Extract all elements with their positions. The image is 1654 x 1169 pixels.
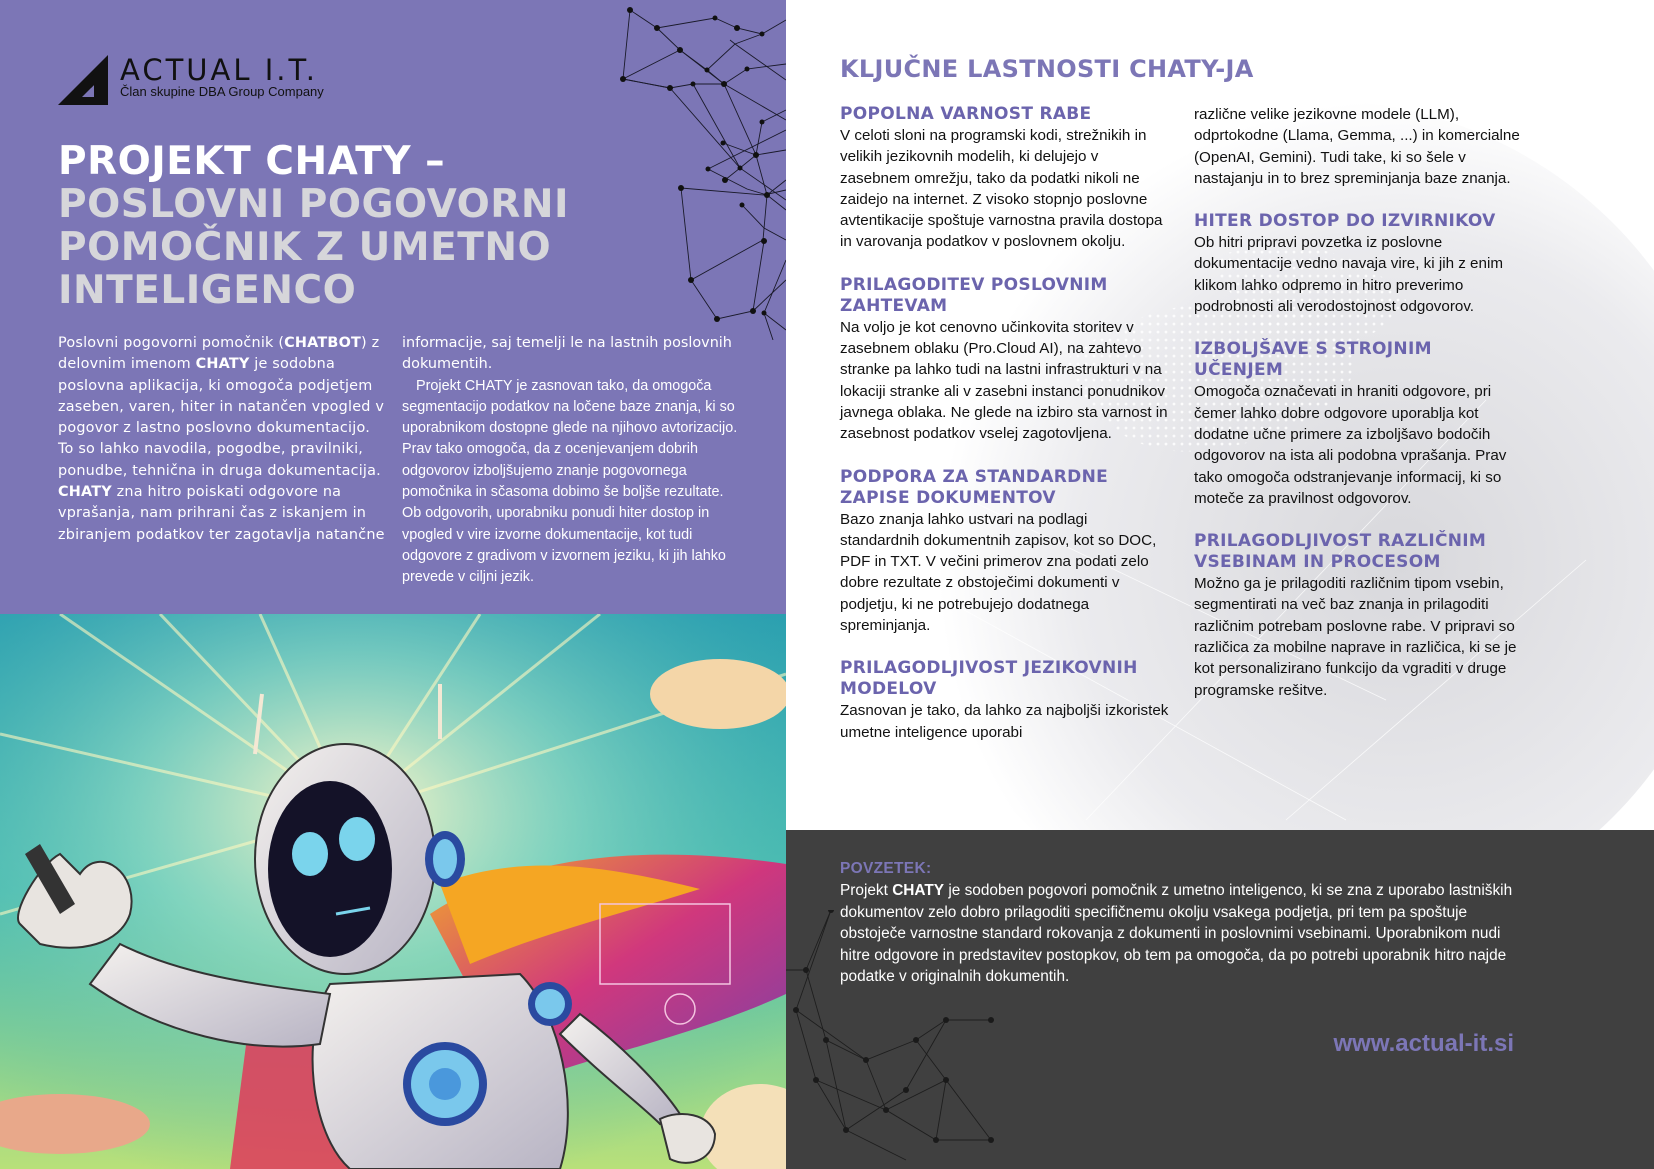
feature-heading: PODPORA ZA STANDARDNE ZAPISE DOKUMENTOV bbox=[840, 466, 1109, 508]
features-title: KLJUČNE LASTNOSTI CHATY-JA bbox=[840, 55, 1254, 83]
intro-paragraph-2 bbox=[58, 439, 388, 545]
left-page bbox=[0, 0, 786, 1169]
feature-text: V celoti sloni na programski kodi, strežnikih in velikih jezikovnih modelih, ki delujejo v zasebnem omrežju, tako da podatki nikoli ne zaidejo na internet. Z visoko stopnjo poslovne avtentikacije spoštuje varnostna pravila dostopa in varovanja podatkov v poslovnem okolju. bbox=[840, 127, 1163, 251]
feature-block bbox=[1194, 339, 1524, 509]
feature-block bbox=[1194, 211, 1524, 317]
feature-text: Na voljo je kot cenovno učinkovita storitev v zasebnem oblaku (Pro.Cloud AI), na zahtevo stranke pa lahko tudi na lastni infrastrukturi v na lokaciji stranke ali v zasebni instanci ponudnikov javnega oblaka. Ne glede na izbiro sta varnost in zasebnost podatkov vselej zagotovljena. bbox=[840, 318, 1168, 443]
feature-heading: PRILAGODITEV POSLOVNIM ZAHTEVAM bbox=[840, 274, 1108, 316]
feature-text: Zasnovan je tako, da lahko za najboljši izkoristek umetne inteligence uporabi bbox=[840, 702, 1169, 741]
text-span: Poslovni pogovorni pomočnik ( bbox=[58, 335, 285, 351]
robot-hero-image-icon bbox=[0, 614, 786, 1169]
feature-block bbox=[840, 275, 1170, 445]
feature-heading: PRILAGODLJIVOST RAZLIČNIM VSEBINAM IN PROCESOM bbox=[1194, 531, 1487, 573]
page-headline bbox=[58, 140, 618, 312]
text-span: porabnikom nudi hitre odgovore in predstavitev postopkov, ob tem pa omogoča, da po potrebi uporabnik hitro najde podatke v originalnih dokumentih. bbox=[840, 925, 1507, 986]
feature-heading: POPOLNA VARNOST RABE bbox=[840, 104, 1092, 124]
bold-span: CHATBOT bbox=[284, 335, 362, 351]
company-logo bbox=[58, 55, 324, 105]
website-link[interactable]: www.actual-it.si bbox=[1333, 1030, 1514, 1057]
features-column-2 bbox=[1194, 104, 1524, 723]
feature-text: Bazo znanja lahko ustvari na podlagi standardnih dokumentnih zapisov, kot so DOC, PDF in TXT. V večini primerov zna podati zelo dobre rezultate z obstoječimi dokumenti v podjetju, ki ne potrebujejo dodatnega spreminjanja. bbox=[840, 510, 1157, 635]
headline-line-1: PROJEKT CHATY – bbox=[58, 139, 446, 184]
actual-it-triangle-logo-icon bbox=[58, 55, 108, 105]
text-span: je sodobna poslovna aplikacija, ki omogoča podjetjem zaseben, varen, hiter in natančen vpogled v pogovor z lastno poslovno dokumentacijo. bbox=[58, 356, 385, 437]
summary-text bbox=[840, 880, 1520, 988]
feature-heading: PRILAGODLJIVOST JEZIKOVNIH MODELOV bbox=[840, 658, 1138, 700]
feature-heading: HITER DOSTOP DO IZVIRNIKOV bbox=[1194, 211, 1496, 232]
intro-continuation: informacije, saj temelji le na lastnih poslovnih dokumentih. bbox=[402, 335, 732, 373]
superhero-robot-illustration bbox=[0, 614, 786, 1169]
feature-text: različne velike jezikovne modele (LLM), odprtokodne (Llama, Gemma, ...) in komercialne (OpenAI, Gemini). Tudi take, ki so šele v nastajanju in to brez spreminjanja baze znanja. bbox=[1194, 106, 1520, 187]
right-page bbox=[786, 0, 1654, 1169]
bold-span: CHATY bbox=[892, 882, 945, 899]
text-span: Projekt bbox=[840, 882, 893, 899]
intro-column-2 bbox=[402, 333, 742, 589]
feature-text: Omogoča označevati in hraniti odgovore, pri čemer lahko dobre odgovore uporablja kot dodatne učne primere za izboljšavo bodočih odgovorov na ista ali podobna vprašanja. Prav tako omogoča odstranjevanje informacij, ki so moteče za pravilnost odgovorov. bbox=[1194, 383, 1507, 507]
text-span: To so lahko navodila, pogodbe, pravilniki, ponudbe, tehnična in druga dokumentacija. bbox=[58, 441, 381, 479]
summary-panel bbox=[786, 830, 1654, 1169]
feature-heading: IZBOLJŠAVE S STROJNIM UČENJEM bbox=[1194, 339, 1432, 381]
text-span: je sodoben pogovori pomočnik z umetno inteligenco, ki se zna z uporabo lastniških dokumentov zelo dobro prilagoditi specifičnemu okolju vsakega podjetja, pri tem pa spoštuje obstoječe varnostne standard rokovanja z dokumenti in poslovnimi vsebinami. bbox=[840, 882, 1513, 943]
brand-name: ACTUAL I.T. bbox=[120, 53, 318, 87]
text-span: ) z delovnim imenom bbox=[58, 335, 380, 373]
intro-panel bbox=[0, 0, 786, 614]
bold-span: CHATY bbox=[195, 356, 250, 373]
brand-subtitle: Član skupine DBA Group Company bbox=[120, 84, 324, 99]
feature-text: Ob hitri pripravi povzetka iz poslovne dokumentacije vedno navaja vire, ki jih z enim klikom lahko odpremo in hitro preverimo podrobnosti ali verodostojnost odgovorov. bbox=[1194, 234, 1503, 316]
feature-block bbox=[840, 658, 1170, 743]
feature-block-continuation bbox=[1194, 104, 1524, 189]
feature-block bbox=[840, 467, 1170, 637]
text-span: U bbox=[1375, 925, 1387, 943]
feature-block bbox=[840, 104, 1170, 253]
bold-span: CHATY bbox=[58, 484, 112, 501]
headline-line-2: POSLOVNI POGOVORNI POMOČNIK Z UMETNO INTELIGENCO bbox=[58, 182, 569, 313]
summary-label: POVZETEK: bbox=[840, 860, 932, 877]
intro-column-1 bbox=[58, 333, 388, 546]
feature-block bbox=[1194, 531, 1524, 701]
intro-paragraph-3: Projekt CHATY je zasnovan tako, da omogoča segmentacijo podatkov na ločene baze znanja, ki so uporabnikom dostopne glede na njihovo avtorizacijo. Prav tako omogoča, da z ocenjevanjem dobrih odgovorov izboljšujemo znanje pogovornega pomočnika in sčasoma dobimo še boljše rezultate. Ob odgovorih, uporabniku ponudi hiter dostop in vpogled v vire izvorne dokumentacije, kot tudi odgovore z gradivom v izvornem jeziku, ki jih lahko prevede v ciljni jezik. bbox=[402, 377, 738, 586]
text-span: zna hitro poiskati odgovore na vprašanja, nam prihrani čas z iskanjem in zbiranjem podatkov ter zagotavlja natančne bbox=[58, 484, 385, 543]
feature-text: Možno ga je prilagoditi različnim tipom vsebin, segmentirati na več baz znanja in prilagoditi različnim potrebam poslovne rabe. V pripravi so različica za mobilne naprave in različica, ki se je kot personalizirano funkcijo da vgraditi v druge programske rešitve. bbox=[1194, 575, 1517, 699]
features-column-1 bbox=[840, 104, 1170, 765]
intro-paragraph-1 bbox=[58, 333, 388, 439]
